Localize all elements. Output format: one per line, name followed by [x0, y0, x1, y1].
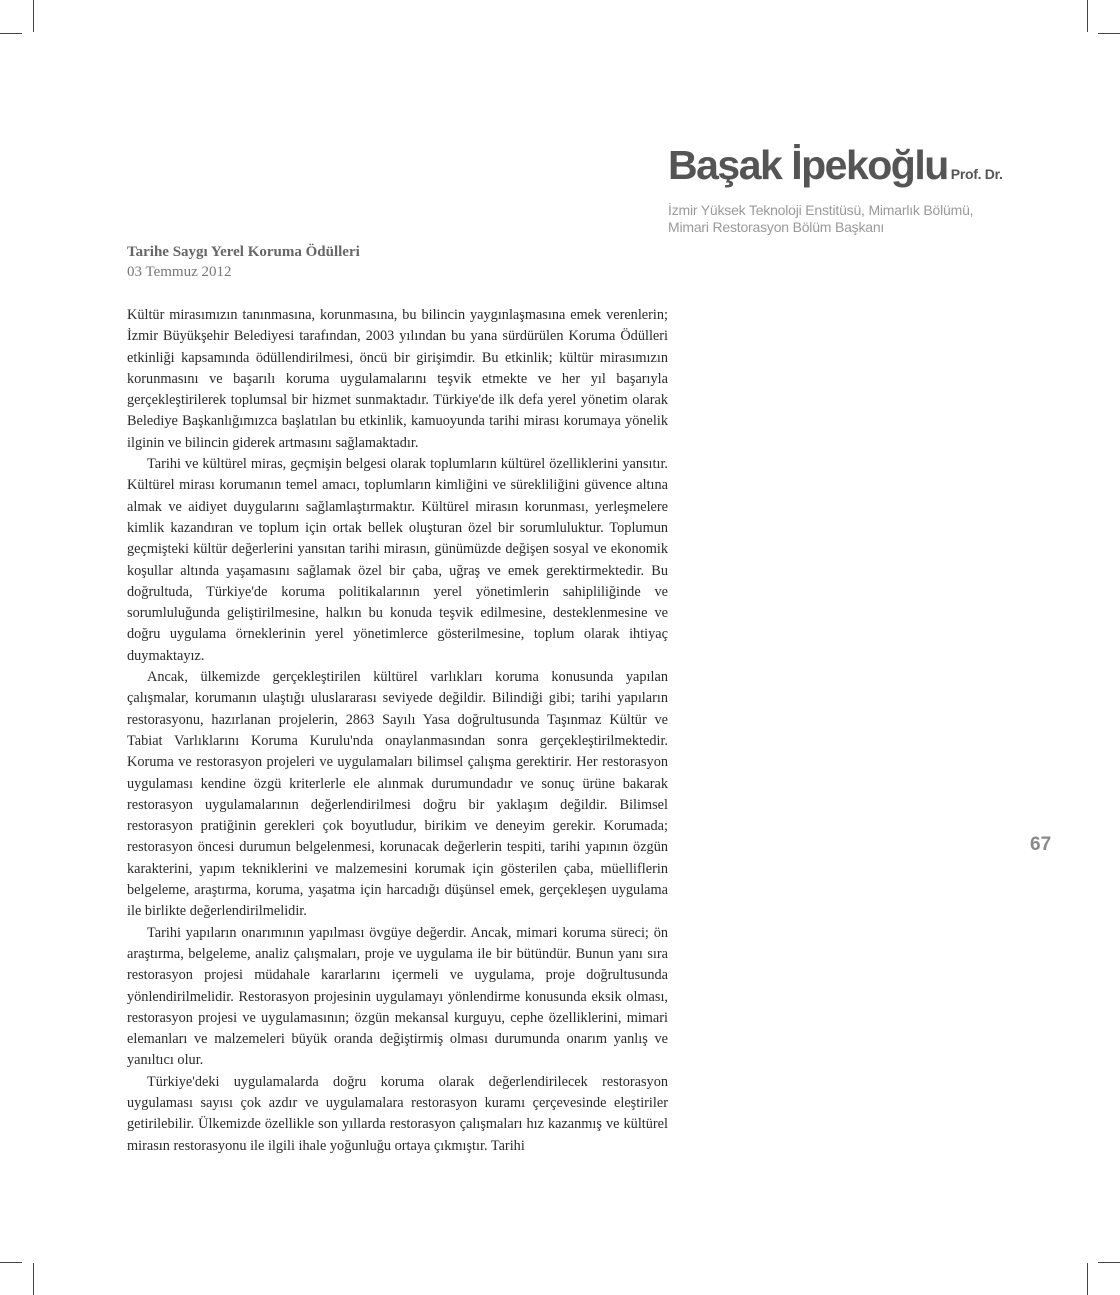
paragraph: Tarihi ve kültürel miras, geçmişin belgesi olarak toplumların kültürel özelliklerini yansıtır. Kültürel mirası korumanın temel amacı, toplumların kimliğini ve sürekliliğini güvence altına almak ve aidiyet duygularını sağlamlaştırmaktır. Kültürel mirasın korunması, yerleşmelere kimlik kazandıran ve toplum için ortak bellek oluşturan özel bir sorumluluktur. Toplumun geçmişteki kültür değerlerini yansıtan tarihi mirasın, günümüzde değişen sosyal ve ekonomik koşullar altında yaşamasını sağlamak özel bir çaba, uğraş ve emek gerektirmektedir. Bu doğrultuda, Türkiye'de koruma politikalarının yerel yönetimlerin sahipliliğinde ve sorumluluğunda geliştirilmesine, halkın bu konuda teşvik edilmesine, desteklenmesine ve doğru uygulama örneklerinin yerel yönetimlerce gösterilmesine, toplum olarak ihtiyaç duymaktayız.	[127, 456, 668, 664]
paragraph: Tarihi yapıların onarımının yapılması övgüye değerdir. Ancak, mimari koruma süreci; ön araştırma, belgeleme, analiz çalışmaları, proje ve uygulama ile bir bütündür. Bunun yanı sıra restorasyon projesi müdahale kararlarını içermeli ve uygulama, proje doğrultusunda yönlendirilmelidir. Restorasyon projesinin uygulamayı yönlendirme konusunda eksik olması, restorasyon projesi ve uygulamasının; özgün mekansal kurguyu, cephe özelliklerini, mimari elemanları ve malzemeleri büyük oranda değiştirmiş olması durumunda onarım yanlış ve yanıltıcı olur.	[127, 924, 668, 1069]
affiliation-line: Mimari Restorasyon Bölüm Başkanı	[668, 219, 885, 235]
affiliation-line: İzmir Yüksek Teknoloji Enstitüsü, Mimarlık Bölümü,	[668, 202, 974, 218]
paragraph: Ancak, ülkemizde gerçekleştirilen kültürel varlıkları koruma konusunda yapılan çalışmalar, korumanın ulaştığı uluslararası seviyede değildir. Bilindiği gibi; tarihi yapıların restorasyonu, hazırlanan projelerin, 2863 Sayılı Yasa doğrultusunda Taşınmaz Kültür ve Tabiat Varlıklarını Koruma Kurulu'nda onaylanmasından sonra gerçekleştirilmektedir. Koruma ve restorasyon projeleri ve uygulamaları bilimsel çalışma gerektirir. Her restorasyon uygulaması kendine özgü kriterlerle ele alınmak durumundadır ve sonuç ürüne bakarak restorasyon uygulamalarının değerlendirilmesi doğru bir yaklaşım değildir. Bilimsel restorasyon pratiğinin gerekleri çok boyutludur, birikim ve deneyim gerekir. Korumada; restorasyon öncesi durumun belgelenmesi, korunacak değerlerin tespiti, tarihi yapının özgün karakterini, yapım tekniklerini ve malzemesini korumak için gösterilen çaba, müelliflerin belgeleme, araştırma, koruma, yaşatma için harcadığı düşünsel emek, gerçekleşen uygulama ile birlikte değerlendirilmelidir.	[127, 669, 668, 920]
crop-mark	[33, 1263, 34, 1295]
crop-mark	[1087, 1263, 1088, 1295]
article-body	[127, 305, 668, 1157]
author-title: Prof. Dr.	[950, 166, 1003, 182]
crop-mark	[0, 1262, 22, 1263]
author-heading	[668, 143, 1003, 187]
paragraph: Türkiye'deki uygulamalarda doğru koruma olarak değerlendirilecek restorasyon uygulaması sayısı çok azdır ve uygulamalara restorasyon kuramı çerçevesinde eleştiriler getirilebilir. Ülkemizde özellikle son yıllarda restorasyon çalışmaları hız kazanmış ve kültürel mirasın restorasyonu ile ilgili ihale yoğunluğu ortaya çıkmıştır. Tarihi	[127, 1073, 668, 1154]
crop-mark	[1087, 0, 1088, 32]
paragraph: Kültür mirasımızın tanınmasına, korunmasına, bu bilincin yaygınlaşmasına emek verenlerin; İzmir Büyükşehir Belediyesi tarafından, 2003 yılından bu yana sürdürülen Koruma Ödülleri etkinliği kapsamında ödüllendirilmesi, öncü bir girişimdir. Bu etkinlik; kültür mirasımızın korunmasını ve başarılı koruma uygulamalarını teşvik etmekte ve her yıl başarıyla gerçekleştirilerek toplumsal bir hizmet sunmaktadır. Türkiye'de ilk defa yerel yönetim olarak Belediye Başkanlığımızca başlatılan bu etkinlik, kamuoyunda tarihi mirası korumaya yönelik ilginin ve bilincin giderek artmasını sağlamaktadır.	[127, 307, 668, 451]
crop-mark	[1098, 33, 1120, 34]
article-title: Tarihe Saygı Yerel Koruma Ödülleri	[127, 244, 360, 260]
author-affiliation	[668, 202, 973, 236]
crop-mark	[33, 0, 34, 32]
author-name: Başak İpekoğlu	[668, 142, 948, 188]
crop-mark	[1098, 1262, 1120, 1263]
crop-mark	[0, 33, 22, 34]
page-number: 67	[1030, 834, 1052, 855]
article-date: 03 Temmuz 2012	[127, 264, 232, 280]
